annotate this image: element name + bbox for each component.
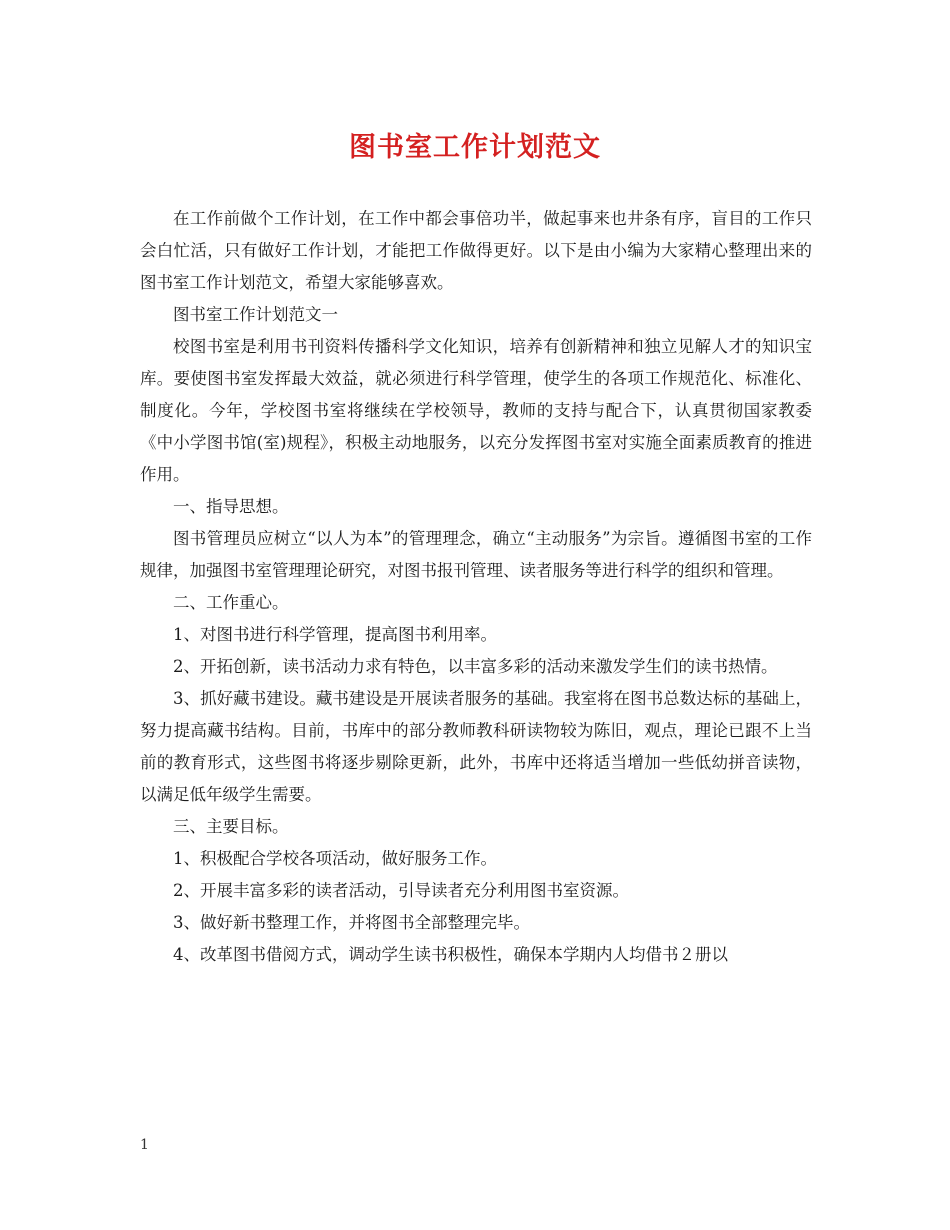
section-heading-sample-one: 图书室工作计划范文一 bbox=[173, 305, 338, 324]
paragraph-guiding-thought: 图书管理员应树立“以人为本”的管理理念，确立“主动服务”为宗旨。遵循图书室的工作规律，加强图书室管理理论研究，对图书报刊管理、读者服务等进行科学的组织和管理。 bbox=[140, 529, 812, 580]
document-body bbox=[140, 203, 812, 971]
section-heading-work-focus: 二、工作重心。 bbox=[173, 593, 289, 612]
list-item-goal-2: 2、开展丰富多彩的读者活动，引导读者充分利用图书室资源。 bbox=[173, 881, 629, 900]
list-item-goal-4: 4、改革图书借阅方式，调动学生读书积极性，确保本学期内人均借书２册以 bbox=[173, 945, 728, 964]
list-item-goal-3: 3、做好新书整理工作，并将图书全部整理完毕。 bbox=[173, 913, 530, 932]
paragraph-intro: 在工作前做个工作计划，在工作中都会事倍功半，做起事来也井条有序，盲目的工作只会白忙活，只有做好工作计划，才能把工作做得更好。以下是由小编为大家精心整理出来的图书室工作计划范文，希望大家能够喜欢。 bbox=[140, 209, 812, 292]
list-item-goal-1: 1、积极配合学校各项活动，做好服务工作。 bbox=[173, 849, 497, 868]
list-item-focus-2: 2、开拓创新，读书活动力求有特色，以丰富多彩的活动来激发学生们的读书热情。 bbox=[173, 657, 778, 676]
document-title: 图书室工作计划范文 bbox=[349, 132, 601, 163]
paragraph-library-overview: 校图书室是利用书刊资料传播科学文化知识，培养有创新精神和独立见解人才的知识宝库。要使图书室发挥最大效益，就必须进行科学管理，使学生的各项工作规范化、标准化、制度化。今年，学校图书室将继续在学校领导，教师的支持与配合下，认真贯彻国家教委《中小学图书馆(室)规程》，积极主动地服务，以充分发挥图书室对实施全面素质教育的推进作用。 bbox=[140, 337, 812, 484]
page-number: 1 bbox=[140, 1137, 149, 1153]
list-item-focus-3: 3、抓好藏书建设。藏书建设是开展读者服务的基础。我室将在图书总数达标的基础上，努力提高藏书结构。目前，书库中的部分教师教科研读物较为陈旧，观点，理论已跟不上当前的教育形式，这些图书将逐步剔除更新，此外，书库中还将适当增加一些低幼拼音读物，以满足低年级学生需要。 bbox=[140, 689, 812, 804]
section-heading-guiding-thought: 一、指导思想。 bbox=[173, 497, 289, 516]
section-heading-main-goals: 三、主要目标。 bbox=[173, 817, 289, 836]
list-item-focus-1: 1、对图书进行科学管理，提高图书利用率。 bbox=[173, 625, 497, 644]
